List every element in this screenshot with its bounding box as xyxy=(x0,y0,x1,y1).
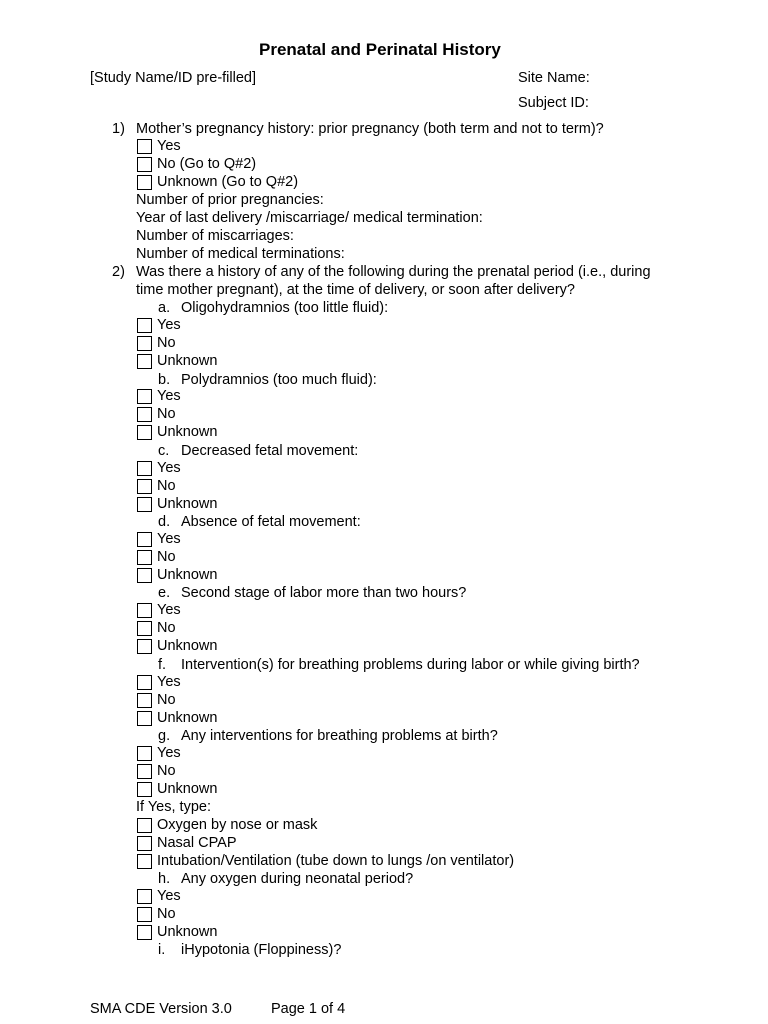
option-label: Unknown xyxy=(157,353,218,369)
sub-letter: h. xyxy=(158,871,171,887)
sub-question: Any oxygen during neonatal period? xyxy=(181,871,414,887)
option-label: Unknown xyxy=(157,496,218,512)
option-label: Yes xyxy=(157,531,181,547)
option-label: Unknown xyxy=(157,424,218,440)
sub-question: Absence of fetal movement: xyxy=(181,514,361,530)
checkbox[interactable] xyxy=(137,479,152,494)
checkbox[interactable] xyxy=(137,497,152,512)
q1-text: Mother’s pregnancy history: prior pregnancy (both term and not to term)? xyxy=(136,121,604,137)
checkbox[interactable] xyxy=(137,389,152,404)
checkbox[interactable] xyxy=(137,764,152,779)
option-label: Unknown xyxy=(157,781,218,797)
checkbox[interactable] xyxy=(137,175,152,190)
checkbox[interactable] xyxy=(137,157,152,172)
sub-letter: a. xyxy=(158,300,171,316)
checkbox[interactable] xyxy=(137,925,152,940)
footer-version: SMA CDE Version 3.0 xyxy=(90,1001,232,1017)
sub-letter: c. xyxy=(158,443,170,459)
checkbox[interactable] xyxy=(137,854,152,869)
site-name-label: Site Name: xyxy=(518,70,590,86)
checkbox[interactable] xyxy=(137,639,152,654)
checkbox[interactable] xyxy=(137,711,152,726)
checkbox[interactable] xyxy=(137,407,152,422)
q1-field[interactable]: Number of medical terminations: xyxy=(136,246,345,262)
sub-letter: i. xyxy=(158,942,166,958)
option-label: Yes xyxy=(157,602,181,618)
sub-question: Intervention(s) for breathing problems during labor or while giving birth? xyxy=(181,657,640,673)
checkbox[interactable] xyxy=(137,621,152,636)
option-label: Yes xyxy=(157,138,181,154)
sub-question: Second stage of labor more than two hours? xyxy=(181,585,467,601)
checkbox[interactable] xyxy=(137,746,152,761)
option-label: Oxygen by nose or mask xyxy=(157,817,318,833)
checkbox[interactable] xyxy=(137,603,152,618)
sub-question: Polydramnios (too much fluid): xyxy=(181,372,377,388)
option-label: Yes xyxy=(157,317,181,333)
option-label: No (Go to Q#2) xyxy=(157,156,257,172)
option-label: No xyxy=(157,763,176,779)
option-label: Yes xyxy=(157,460,181,476)
sub-question: iHypotonia (Floppiness)? xyxy=(181,942,342,958)
checkbox[interactable] xyxy=(137,836,152,851)
checkbox[interactable] xyxy=(137,782,152,797)
option-label: Yes xyxy=(157,888,181,904)
checkbox[interactable] xyxy=(137,318,152,333)
q2-text: time mother pregnant), at the time of delivery, or soon after delivery? xyxy=(136,282,575,298)
option-label: Yes xyxy=(157,388,181,404)
sub-question: Decreased fetal movement: xyxy=(181,443,359,459)
sub-letter: d. xyxy=(158,514,171,530)
checkbox[interactable] xyxy=(137,907,152,922)
q1-number: 1) xyxy=(112,121,125,137)
option-label: No xyxy=(157,692,176,708)
checkbox[interactable] xyxy=(137,693,152,708)
option-label: No xyxy=(157,478,176,494)
footer-page-number: Page 1 of 4 xyxy=(271,1001,346,1017)
option-label: Intubation/Ventilation (tube down to lungs /on ventilator) xyxy=(157,853,515,869)
option-label: Yes xyxy=(157,745,181,761)
q2-number: 2) xyxy=(112,264,125,280)
option-label: Unknown xyxy=(157,567,218,583)
page-title: Prenatal and Perinatal History xyxy=(259,40,501,59)
if-yes-label: If Yes, type: xyxy=(136,799,211,815)
study-name: [Study Name/ID pre-filled] xyxy=(90,70,257,86)
option-label: Unknown (Go to Q#2) xyxy=(157,174,299,190)
option-label: No xyxy=(157,335,176,351)
sub-question: Any interventions for breathing problems at birth? xyxy=(181,728,498,744)
checkbox[interactable] xyxy=(137,336,152,351)
checkbox[interactable] xyxy=(137,889,152,904)
option-label: Unknown xyxy=(157,710,218,726)
q1-field[interactable]: Year of last delivery /miscarriage/ medical termination: xyxy=(136,210,483,226)
sub-question: Oligohydramnios (too little fluid): xyxy=(181,300,389,316)
checkbox[interactable] xyxy=(137,675,152,690)
option-label: Yes xyxy=(157,674,181,690)
option-label: No xyxy=(157,620,176,636)
checkbox[interactable] xyxy=(137,532,152,547)
subject-id-label: Subject ID: xyxy=(518,95,589,111)
option-label: Nasal CPAP xyxy=(157,835,237,851)
option-label: Unknown xyxy=(157,638,218,654)
checkbox[interactable] xyxy=(137,568,152,583)
checkbox[interactable] xyxy=(137,354,152,369)
option-label: No xyxy=(157,549,176,565)
q1-field[interactable]: Number of prior pregnancies: xyxy=(136,192,324,208)
sub-letter: e. xyxy=(158,585,171,601)
option-label: Unknown xyxy=(157,924,218,940)
q1-field[interactable]: Number of miscarriages: xyxy=(136,228,294,244)
sub-letter: g. xyxy=(158,728,171,744)
checkbox[interactable] xyxy=(137,425,152,440)
checkbox[interactable] xyxy=(137,550,152,565)
checkbox[interactable] xyxy=(137,139,152,154)
checkbox[interactable] xyxy=(137,461,152,476)
checkbox[interactable] xyxy=(137,818,152,833)
sub-letter: b. xyxy=(158,372,171,388)
sub-letter: f. xyxy=(158,657,167,673)
option-label: No xyxy=(157,906,176,922)
option-label: No xyxy=(157,406,176,422)
q2-text: Was there a history of any of the following during the prenatal period (i.e., during xyxy=(136,264,651,280)
